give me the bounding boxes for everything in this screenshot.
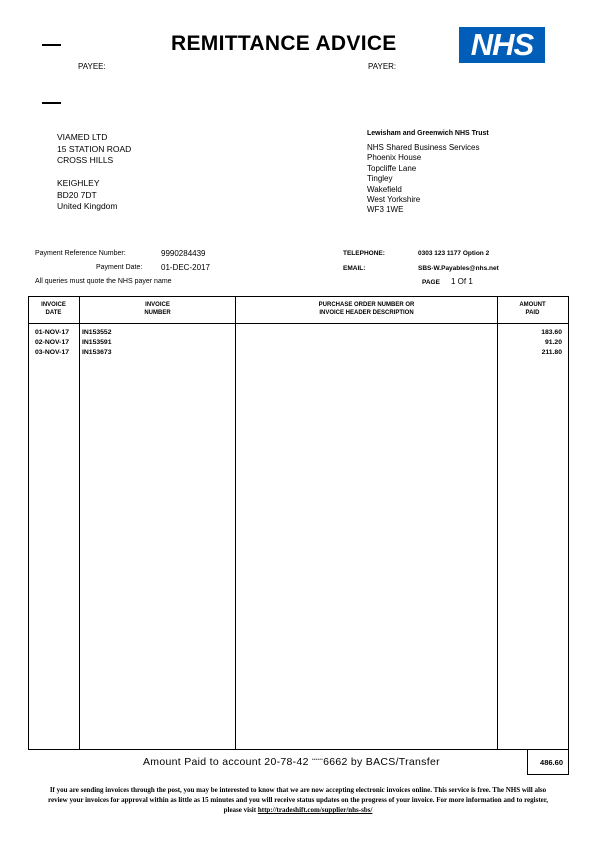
payer-line: Topcliffe Lane <box>367 163 417 173</box>
row-date: 03-NOV-17 <box>35 349 70 356</box>
payer-line: WF3 1WE <box>367 205 404 215</box>
header-amount <box>498 301 567 317</box>
payer-label: PAYER: <box>368 62 397 71</box>
header-line: INVOICE <box>41 302 66 308</box>
table-row <box>35 339 69 346</box>
header-line: NUMBER <box>144 310 171 316</box>
date-label: Payment Date: <box>96 264 143 271</box>
footer-notice <box>42 785 554 815</box>
nhs-logo: NHS <box>459 27 545 63</box>
table-divider <box>235 296 236 749</box>
reference-value: 9990284439 <box>161 249 206 258</box>
payer-line: Tingley <box>367 174 393 184</box>
page-label: PAGE <box>422 279 440 286</box>
payer-line: NHS Shared Business Services <box>367 143 480 152</box>
table-row <box>35 349 69 356</box>
telephone-value: 0303 123 1177 Option 2 <box>418 250 490 257</box>
summary-text: Amount Paid to account 20-78-42 <box>143 756 309 768</box>
invoice-table <box>28 296 569 750</box>
header-description <box>236 301 497 317</box>
payee-line: KEIGHLEY <box>57 178 100 188</box>
header-line: INVOICE HEADER DESCRIPTION <box>319 310 414 316</box>
payee-address <box>57 132 131 213</box>
header-invoice-date <box>28 301 79 317</box>
payer-address <box>367 143 480 216</box>
header-line: INVOICE <box>145 302 170 308</box>
document-title: REMITTANCE ADVICE <box>171 32 397 55</box>
telephone-label: TELEPHONE: <box>343 250 385 257</box>
footer-text: If you are sending invoices through the post, you may be interested to know that we are now accepting electronic invoices online. This service is free. The NHS will also review your invoices for approval within as little as 15 minutes and you will receive status updates on the progress of your invoice. For more information and to register, please visit <box>48 786 548 814</box>
reference-label: Payment Reference Number: <box>35 250 126 257</box>
summary-text-after: 6662 by BACS/Transfer <box>323 756 440 768</box>
row-amount: 91.20 <box>544 339 562 346</box>
queries-note: All queries must quote the NHS payer name <box>35 278 172 285</box>
header-invoice-number <box>80 301 235 317</box>
masked-digits: ****** <box>311 757 324 762</box>
payee-line: VIAMED LTD <box>57 132 108 142</box>
payee-line: CROSS HILLS <box>57 155 114 165</box>
email-label: EMAIL: <box>343 265 366 272</box>
top-left-mark <box>42 44 61 46</box>
amount-paid-summary <box>143 756 440 768</box>
page-value: 1 Of 1 <box>451 277 473 286</box>
payer-name: Lewisham and Greenwich NHS Trust <box>367 130 489 137</box>
payee-label: PAYEE: <box>78 62 106 71</box>
header-line: PURCHASE ORDER NUMBER OR <box>318 302 415 308</box>
table-header-rule <box>28 323 568 324</box>
row-number: IN153673 <box>82 349 112 356</box>
table-divider <box>497 296 498 749</box>
payee-line: BD20 7DT <box>57 189 97 200</box>
header-line: DATE <box>45 310 62 316</box>
total-amount: 486.60 <box>540 758 563 767</box>
payee-line <box>57 167 131 179</box>
table-divider <box>79 296 80 749</box>
email-value: SBS-W.Payables@nhs.net <box>418 265 499 272</box>
row-amount: 183.60 <box>541 329 562 336</box>
fold-mark <box>42 102 61 104</box>
row-number: IN153552 <box>82 329 112 336</box>
tradeshift-link[interactable]: http://tradeshift.com/supplier/nhs-sbs/ <box>257 806 373 814</box>
header-line: PAID <box>525 310 540 316</box>
row-date: 02-NOV-17 <box>35 339 70 346</box>
payer-line: Phoenix House <box>367 153 422 163</box>
row-number: IN153591 <box>82 339 112 346</box>
payee-line: 15 STATION ROAD <box>57 143 132 154</box>
payer-line: West Yorkshire <box>367 195 421 205</box>
table-row <box>35 329 69 336</box>
header-line: AMOUNT <box>519 302 546 308</box>
row-date: 01-NOV-17 <box>35 329 70 336</box>
payee-line: United Kingdom <box>57 201 118 211</box>
date-value: 01-DEC-2017 <box>161 263 210 272</box>
payer-line: Wakefield <box>367 184 402 194</box>
row-amount: 211.80 <box>541 349 562 356</box>
